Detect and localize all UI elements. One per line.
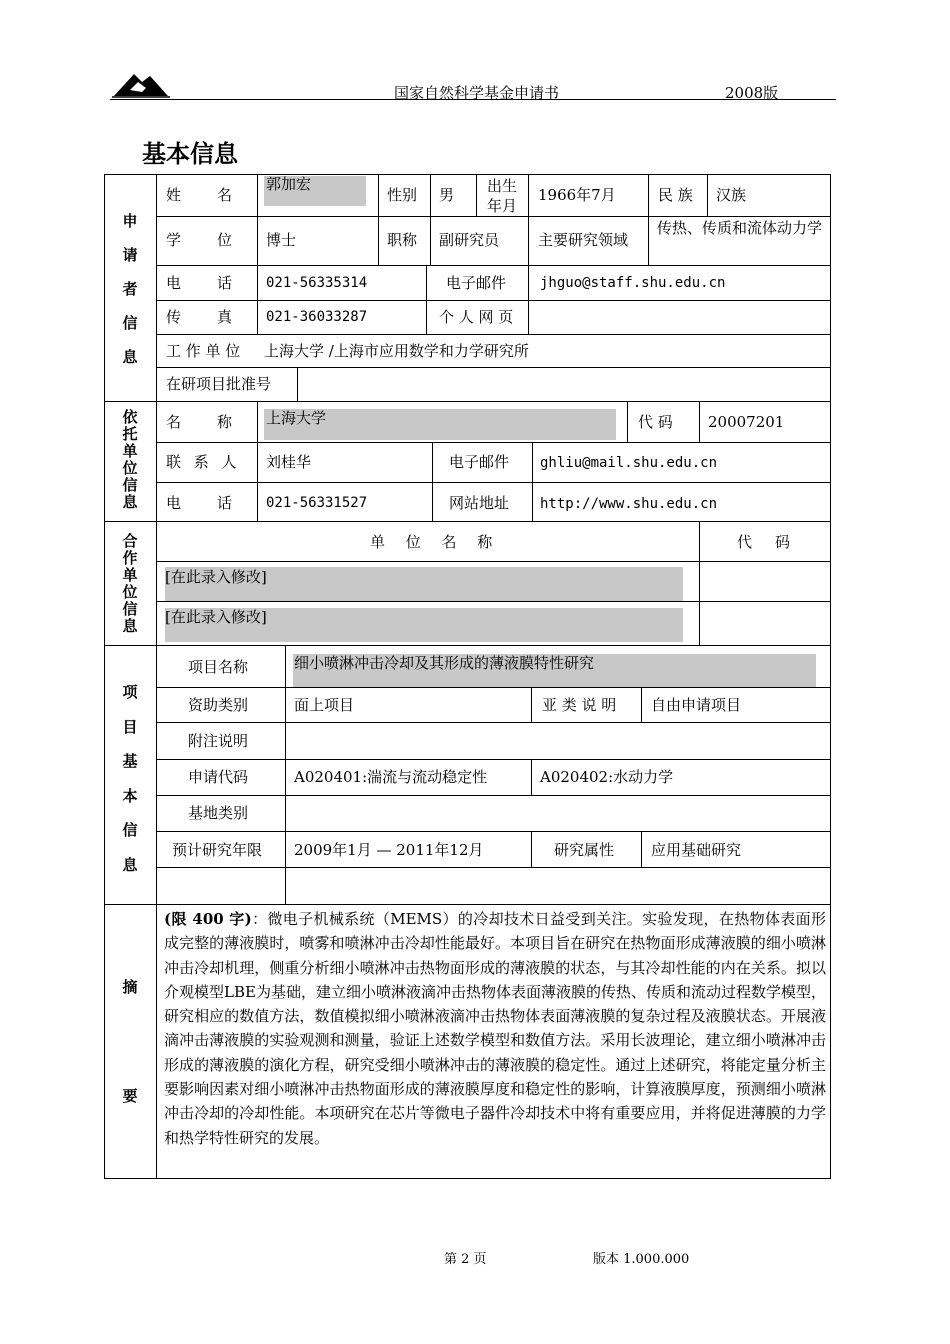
email-value[interactable]: jhguo@staff.shu.edu.cn <box>540 275 726 291</box>
research-attribute-value[interactable]: 应用基础研究 <box>651 841 742 859</box>
project-section-label: 项 目 基 本 信 息 <box>122 683 138 874</box>
institution-email-value[interactable]: ghliu@mail.shu.edu.cn <box>540 455 718 471</box>
institution-email-label: 电子邮件 <box>449 453 510 471</box>
research-attribute-label: 研究属性 <box>554 841 615 859</box>
partner-row-1-name[interactable]: [在此录入修改] <box>165 568 267 586</box>
document-version: 2008版 <box>725 84 779 102</box>
research-period-value[interactable]: 2009年1月 — 2011年12月 <box>294 841 484 859</box>
page-number: 第 2 页 <box>444 1252 487 1267</box>
gender-label: 性别 <box>387 186 418 204</box>
institution-name-label: 名 称 <box>166 413 235 431</box>
nsfc-mountain-logo-icon <box>112 68 170 98</box>
partner-name-header: 单 位 名 称 <box>370 533 501 551</box>
partner-code-header: 代 码 <box>737 533 795 551</box>
fax-label: 传 真 <box>166 308 235 326</box>
title-value[interactable]: 副研究员 <box>439 231 500 249</box>
application-code-2[interactable]: A020402:水动力学 <box>540 768 674 786</box>
institution-name-value[interactable]: 上海大学 <box>266 409 327 427</box>
header-divider <box>110 99 836 100</box>
website-value[interactable]: http://www.shu.edu.cn <box>540 496 718 512</box>
abstract-section-label-2: 要 <box>122 1087 138 1105</box>
birth-label: 出生年月 <box>487 177 518 215</box>
partner-row-2-name[interactable]: [在此录入修改] <box>165 608 267 626</box>
applicant-section-label: 申 请 者 信 息 <box>122 212 138 366</box>
institution-code-value[interactable]: 20007201 <box>708 413 785 431</box>
project-name-label: 项目名称 <box>188 658 249 676</box>
ethnicity-label: 民 族 <box>658 186 693 204</box>
title-label: 职称 <box>387 231 418 249</box>
contact-value[interactable]: 刘桂华 <box>266 453 312 471</box>
abstract-section-label-1: 摘 <box>122 978 138 996</box>
abstract-text: ：微电子机械系统（MEMS）的冷却技术日益受到关注。实验发现，在热物体表面形成完整的薄液膜时，喷雾和喷淋冲击冷却性能最好。本项目旨在研究在热物面形成薄液膜的细小喷淋冲击冷却机理，侧重分析细小喷淋冲击热物面形成的薄液膜的状态，与其冷却性能的内在关系。拟以介观模型LBE为基础，建立细小喷淋液滴冲击热物体表面薄液膜的传热、传质和流动过程数学模型，研究相应的数值方法，数值模拟细小喷淋液滴冲击热物体表面薄液膜的复杂过程及液膜状态。开展液滴冲击薄液膜的实验观测和测量，验证上述数学模型和数值方法。采用长波理论，建立细小喷淋冲击形成的薄液膜的演化方程，研究受细小喷淋冲击的薄液膜的稳定性。通过上述研究，将能定量分析主要影响因素对细小喷淋冲击热物面形成的薄液膜厚度和稳定性的影响，计算液膜厚度，预测细小喷淋冲击冷却的冷却性能。本项研究在芯片等微电子器件冷却技术中将有重要应用，并将促进薄膜的力学和热学特性研究的发展。 <box>164 910 826 1147</box>
partner-section-label: 合 作 单 位 信 息 <box>122 532 138 635</box>
email-label: 电子邮件 <box>446 274 507 292</box>
phone-value[interactable]: 021-56335314 <box>266 275 368 291</box>
applicant-name-value[interactable]: 郭加宏 <box>266 175 312 193</box>
fax-value[interactable]: 021-36033287 <box>266 309 368 325</box>
document-title: 国家自然科学基金申请书 <box>394 84 560 102</box>
phone-label: 电 话 <box>166 274 235 292</box>
subtype-value[interactable]: 自由申请项目 <box>651 696 742 714</box>
funding-type-label: 资助类别 <box>188 696 249 714</box>
abstract-word-limit: (限 400 字) <box>164 910 252 928</box>
abstract-text-block[interactable] <box>164 907 826 1150</box>
institution-phone-label: 电 话 <box>166 494 235 512</box>
application-code-1[interactable]: A020401:湍流与流动稳定性 <box>294 768 488 786</box>
research-field-label: 主要研究领域 <box>538 231 629 249</box>
birth-value[interactable]: 1966年7月 <box>538 186 616 204</box>
institution-code-label: 代 码 <box>638 413 673 431</box>
ethnicity-value[interactable]: 汉族 <box>716 186 747 204</box>
base-type-label: 基地类别 <box>188 804 249 822</box>
page-title: 基本信息 <box>142 140 238 168</box>
website-label: 网站地址 <box>449 494 510 512</box>
contact-label: 联 系 人 <box>166 453 241 471</box>
form-version: 版本 1.000.000 <box>593 1252 690 1267</box>
employer-value[interactable]: 上海大学 /上海市应用数学和力学研究所 <box>264 342 529 360</box>
funding-type-value[interactable]: 面上项目 <box>294 696 355 714</box>
degree-value[interactable]: 博士 <box>266 231 297 249</box>
research-period-label: 预计研究年限 <box>172 841 263 859</box>
degree-label: 学 位 <box>166 231 235 249</box>
project-name-value[interactable]: 细小喷淋冲击冷却及其形成的薄液膜特性研究 <box>294 654 595 672</box>
gender-value[interactable]: 男 <box>439 186 455 204</box>
active-projects-label: 在研项目批准号 <box>166 375 272 393</box>
subtype-label: 亚 类 说 明 <box>542 696 617 714</box>
applicant-name-label: 姓 名 <box>166 186 235 204</box>
research-field-value[interactable]: 传热、传质和流体动力学 <box>657 219 823 237</box>
institution-phone-value[interactable]: 021-56331527 <box>266 495 368 511</box>
institution-section-label: 依 托 单 位 信 息 <box>122 408 138 511</box>
notes-label: 附注说明 <box>188 732 249 750</box>
homepage-label: 个 人 网 页 <box>439 308 514 326</box>
employer-label: 工 作 单 位 <box>166 342 241 360</box>
application-code-label: 申请代码 <box>188 768 249 786</box>
